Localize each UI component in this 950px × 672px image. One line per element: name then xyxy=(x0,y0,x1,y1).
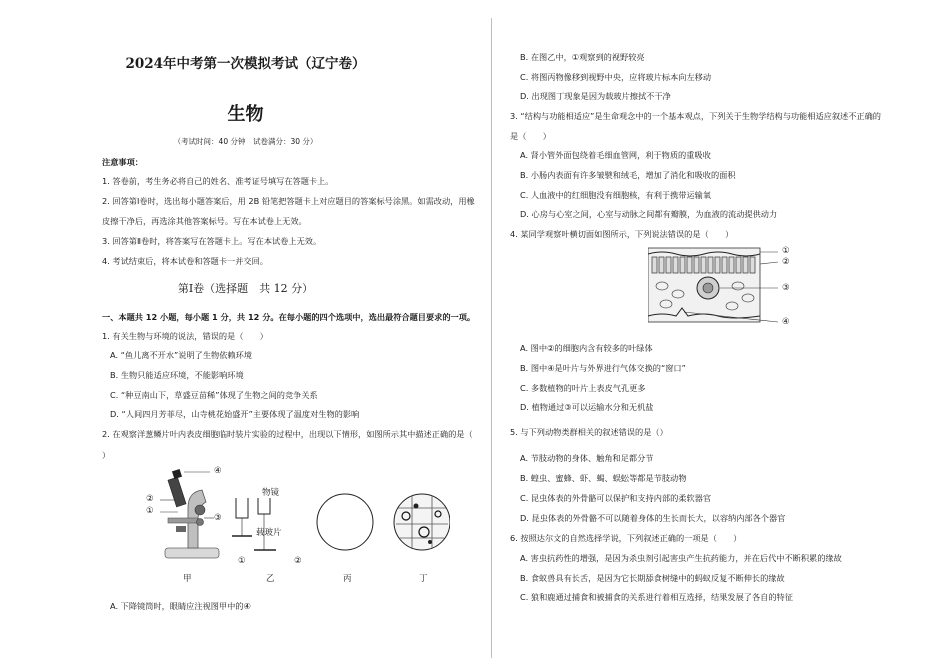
lens-mark-2: ② xyxy=(294,556,302,566)
option-2c: C. 将图丙物像移到视野中央，应将玻片标本向左移动 xyxy=(520,72,712,82)
scope-label-2: ② xyxy=(146,494,154,504)
scope-label-3: ③ xyxy=(214,513,222,523)
exam-title: 2024年中考第一次模拟考试（辽宁卷） xyxy=(125,56,366,72)
lens-mark-1: ① xyxy=(238,556,246,566)
option-4b: B. 图中④是叶片与外界进行气体交换的“窗口” xyxy=(520,363,686,373)
question-2: 2. 在观察洋葱鳞片叶内表皮细胞临时装片实验的过程中，出现以下情形，如图所示其中描述正确的是（ xyxy=(102,429,473,439)
column-divider xyxy=(491,18,492,658)
question-1: 1. 有关生物与环境的说法，错误的是（ ） xyxy=(102,331,268,341)
panel-label-yi: 乙 xyxy=(266,574,275,584)
option-6a: A. 害虫抗药性的增强，是因为杀虫剂引起害虫产生抗药能力，并在后代中不断积累的缘故 xyxy=(520,553,842,563)
option-2d: D. 出现图丁现象是因为载玻片擦拭不干净 xyxy=(520,91,671,101)
notes-heading: 注意事项： xyxy=(102,157,143,167)
question-6: 6. 按照达尔文的自然选择学说，下列叙述正确的一项是（ ） xyxy=(510,533,742,543)
option-2a: A. 下降镜筒时，眼睛应注视图甲中的④ xyxy=(110,601,251,611)
option-2b: B. 在图乙中，①观察到的视野较亮 xyxy=(520,52,645,62)
leaf-label-1: ① xyxy=(782,246,790,256)
option-3d: D. 心房与心室之间，心室与动脉之间都有瓣膜，为血液的流动提供动力 xyxy=(520,209,778,219)
note-item: 2. 回答第Ⅰ卷时，选出每小题答案后，用 2B 铅笔把答题卡上对应题目的答案标号涂黑。如需改动，用橡 xyxy=(102,196,475,206)
panel-label-bing: 丙 xyxy=(343,574,352,584)
panel-label-jia: 甲 xyxy=(183,574,192,584)
question-4: 4. 某同学观察叶横切面如图所示，下列说法错误的是（ ） xyxy=(510,229,734,239)
option-6c: C. 狼和鹿通过捕食和被捕食的关系进行着相互选择，结果发展了各自的特征 xyxy=(520,592,793,602)
exam-info: （考试时间：40 分钟 试卷满分：30 分） xyxy=(173,137,318,146)
note-item: 1. 答卷前，考生务必将自己的姓名、准考证号填写在答题卡上。 xyxy=(102,176,334,186)
option-3b: B. 小肠内表面有许多皱襞和绒毛，增加了消化和吸收的面积 xyxy=(520,170,736,180)
section-title: 第Ⅰ卷（选择题 共 12 分） xyxy=(177,282,314,295)
view-field-circle xyxy=(317,494,373,550)
option-4a: A. 图中②的细胞内含有较多的叶绿体 xyxy=(520,343,653,353)
question-2-bracket: ） xyxy=(102,450,111,460)
scope-label-4: ④ xyxy=(214,466,222,476)
panel-label-ding: 丁 xyxy=(419,574,428,584)
note-item: 3. 回答第Ⅱ卷时，将答案写在答题卡上。写在本试卷上无效。 xyxy=(102,236,322,246)
option-5c: C. 昆虫体表的外骨骼可以保护和支持内部的柔软器官 xyxy=(520,493,712,503)
note-item: 皮擦干净后，再选涂其他答案标号。写在本试卷上无效。 xyxy=(102,216,307,226)
question-5: 5. 与下列动物类群相关的叙述错误的是（） xyxy=(510,427,668,437)
option-3c: C. 人血液中的红细胞没有细胞核，有利于携带运输氧 xyxy=(520,190,712,200)
subject-title: 生物 xyxy=(227,104,264,125)
leaf-label-2: ② xyxy=(782,257,790,267)
option-5d: D. 昆虫体表的外骨骼不可以随着身体的生长而长大，以容纳内部各个器官 xyxy=(520,513,786,523)
option-4c: C. 多数植物的叶片上表皮气孔更多 xyxy=(520,383,646,393)
note-item: 4. 考试结束后，将本试卷和答题卡一并交回。 xyxy=(102,256,268,266)
microscope-drawing xyxy=(160,469,219,558)
figure-leaf-section xyxy=(648,246,788,328)
objective-lens-drawing xyxy=(232,498,276,550)
option-5b: B. 蝗虫、蜜蜂、虾、蝎、蜈蚣等都是节肢动物 xyxy=(520,473,687,483)
lens-label: 物镜 xyxy=(262,488,280,498)
option-1c: C. “种豆南山下，草盛豆苗稀”体现了生物之间的竞争关系 xyxy=(110,390,318,400)
option-6b: B. 食蚁兽具有长舌，是因为它长期舔食树缝中的蚂蚁反复不断伸长的缘故 xyxy=(520,573,785,583)
section-instruction: 一、本题共 12 小题，每小题 1 分，共 12 分。在每小题的四个选项中，选出最符合题目要求的一项。 xyxy=(102,312,476,322)
slide-label: 载玻片 xyxy=(256,528,282,538)
option-1a: A. “鱼儿离不开水”说明了生物依赖环境 xyxy=(110,350,252,360)
cell-field-drawing xyxy=(394,494,450,550)
option-4d: D. 植物通过③可以运输水分和无机盐 xyxy=(520,402,654,412)
option-3a: A. 肾小管外面包绕着毛细血管网，利于物质的重吸收 xyxy=(520,150,711,160)
option-1d: D. “人间四月芳菲尽，山寺桃花始盛开”主要体现了温度对生物的影响 xyxy=(110,409,360,419)
question-3: 3. “结构与功能相适应”是生命观念中的一个基本观点，下列关于生物学结构与功能相适应叙述不正确的 xyxy=(510,111,881,121)
leaf-label-4: ④ xyxy=(782,317,790,327)
question-3-cont: 是（ ） xyxy=(510,131,551,141)
option-5a: A. 节肢动物的身体、触角和足都分节 xyxy=(520,453,654,463)
scope-label-1: ① xyxy=(146,506,154,516)
option-1b: B. 生物只能适应环境，不能影响环境 xyxy=(110,370,244,380)
leaf-label-3: ③ xyxy=(782,283,790,293)
